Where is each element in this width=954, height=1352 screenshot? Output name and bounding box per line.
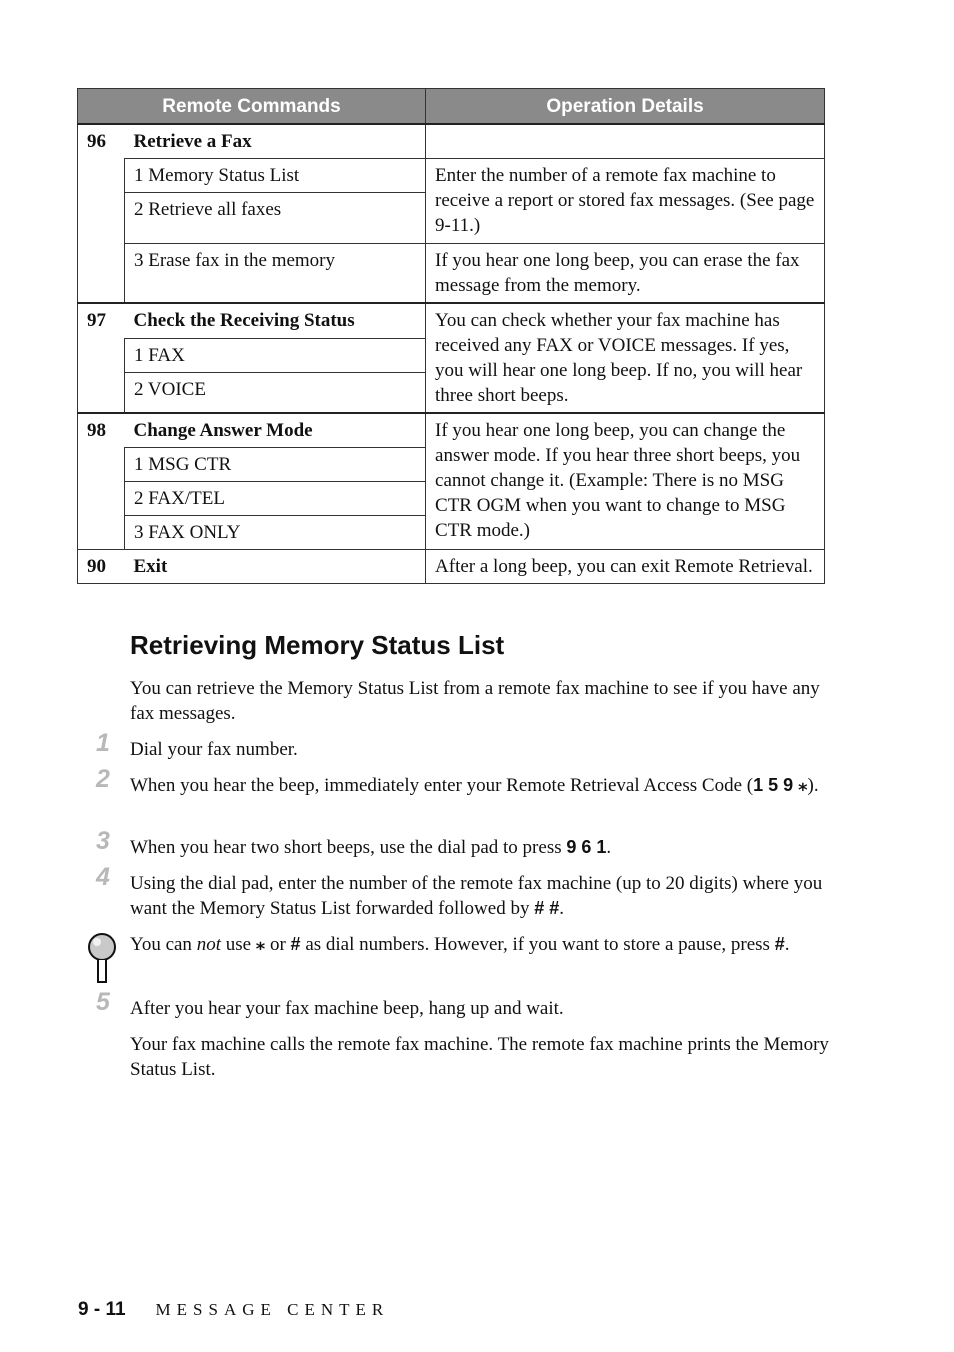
command-detail: After a long beep, you can exit Remote Retrieval. [426, 550, 825, 584]
subcommand-label: 2 Retrieve all faxes [125, 193, 426, 244]
command-detail: If you hear one long beep, you can change the answer mode. If you hear three short beeps, you cannot change it. (Example: There is no MSG CTR OGM when you want to change to MSG CTR mode.) [426, 413, 825, 550]
command-title: Change Answer Mode [125, 413, 426, 448]
subcommand-label: 1 Memory Status List [125, 159, 426, 193]
table-row [78, 159, 825, 193]
command-code: 97 [78, 303, 125, 413]
dial-key: 9 6 1 [566, 837, 607, 857]
footer-section-title: MESSAGE CENTER [155, 1300, 390, 1319]
command-title: Retrieve a Fax [125, 124, 426, 159]
hash-key: # # [534, 898, 560, 918]
command-detail: You can check whether your fax machine has received any FAX or VOICE messages. If yes, you will hear one long beep. If no, you will hear three short beeps. [426, 303, 825, 413]
step-text: When you hear two short beeps, use the dial pad to press 9 6 1. [130, 837, 612, 858]
step-text: After you hear your fax machine beep, hang up and wait. [130, 998, 564, 1019]
hash-key: # [290, 934, 301, 954]
page-footer [78, 1299, 389, 1321]
step-number: 1 [96, 729, 110, 757]
remote-commands-table [77, 88, 825, 584]
step-text: When you hear the beep, immediately enter your Remote Retrieval Access Code (1 5 9 ⁎). [130, 775, 819, 796]
subcommand-label: 1 MSG CTR [125, 448, 426, 482]
star-key: ⁎ [255, 934, 266, 954]
command-code: 98 [78, 413, 125, 550]
command-title: Exit [125, 550, 426, 584]
subcommand-label: 2 FAX/TEL [125, 482, 426, 516]
step-number: 5 [96, 988, 110, 1016]
command-title: Check the Receiving Status [125, 303, 426, 338]
command-detail: If you hear one long beep, you can erase the fax message from the memory. [426, 244, 825, 304]
table-header-row [78, 89, 825, 125]
subcommand-label: 2 VOICE [125, 373, 426, 414]
closing-paragraph: Your fax machine calls the remote fax machine. The remote fax machine prints the Memory Status List. [130, 1034, 829, 1080]
table-row [78, 550, 825, 584]
magnifier-note-icon [86, 932, 118, 984]
page-number: 9 - 11 [78, 1299, 126, 1320]
access-code-key: 1 5 9 ⁎ [753, 775, 808, 795]
command-detail: Enter the number of a remote fax machine to receive a report or stored fax messages. (See page 9-11.) [426, 159, 825, 244]
command-code: 96 [78, 124, 125, 303]
step-text: Dial your fax number. [130, 739, 298, 760]
subcommand-label: 1 FAX [125, 338, 426, 373]
command-detail-empty [426, 124, 825, 159]
table-row [78, 303, 825, 338]
subcommand-label: 3 Erase fax in the memory [125, 244, 426, 304]
table-row [78, 124, 825, 159]
table-row [78, 413, 825, 448]
step-number: 2 [96, 765, 110, 793]
header-operation-details: Operation Details [426, 89, 825, 125]
intro-paragraph: You can retrieve the Memory Status List from a remote fax machine to see if you have any fax messages. [130, 678, 820, 724]
note-text: You can not use ⁎ or # as dial numbers. However, if you want to store a pause, press #. [130, 934, 790, 955]
hash-key: # [774, 934, 785, 954]
subcommand-label: 3 FAX ONLY [125, 516, 426, 550]
section-heading: Retrieving Memory Status List [130, 630, 505, 660]
command-code: 90 [78, 550, 125, 584]
table-row [78, 244, 825, 304]
step-text: Using the dial pad, enter the number of the remote fax machine (up to 20 digits) where you want the Memory Status List forwarded followed by # #. [130, 873, 823, 919]
header-remote-commands: Remote Commands [78, 89, 426, 125]
step-number: 4 [96, 863, 110, 891]
step-number: 3 [96, 827, 110, 855]
